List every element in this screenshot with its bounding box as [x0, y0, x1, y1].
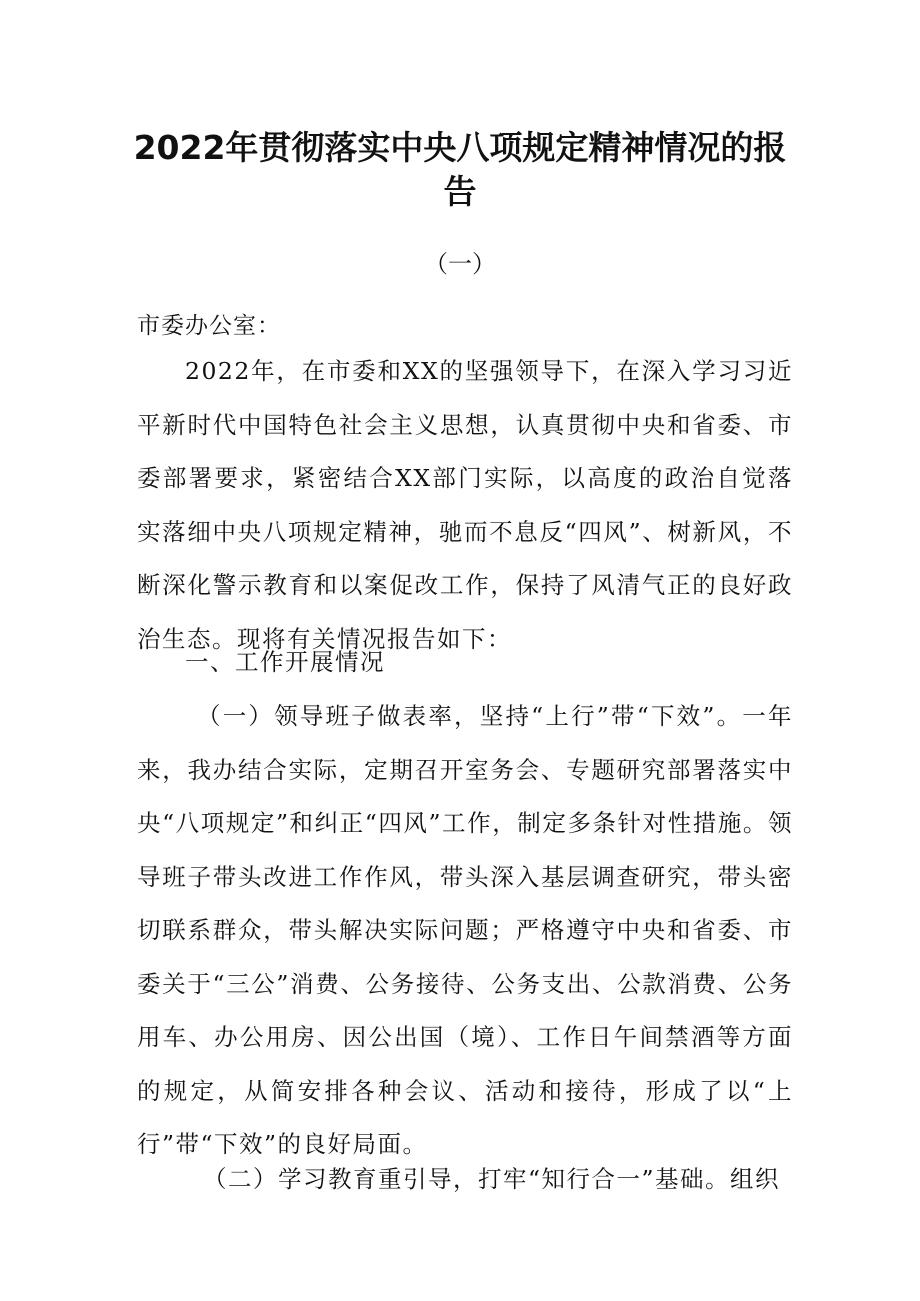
body-paragraph: （二）学习教育重引导，打牢“知行合一”基础。组织 — [203, 1165, 781, 1193]
section-heading: 一、工作开展情况 — [185, 648, 385, 676]
document-title: 2022年贯彻落实中央八项规定精神情况的报告 — [133, 128, 787, 211]
salutation: 市委办公室： — [137, 313, 281, 339]
document-subtitle: （一） — [424, 250, 496, 278]
body-paragraph: （一）领导班子做表率，坚持“上行”带“下效”。一年来，我办结合实际，定期召开室务会、专题研究部署落实中央“八项规定”和纠正“四风”工作，制定多条针对性措施。领导班子带头改进工作作风，带头深入基层调查研究，带头密切联系群众，带头解决实际问题；严格遵守中央和省委、市委关于“三公”消费、公务接待、公务支出、公款消费、公务用车、办公用房、因公出国（境）、工作日午间禁酒等方面的规定，从简安排各种会议、活动和接待，形成了以“上行”带“下效”的良好局面。 — [137, 702, 793, 1158]
intro-paragraph: 2022年，在市委和XX的坚强领导下，在深入学习习近平新时代中国特色社会主义思想，认真贯彻中央和省委、市委部署要求，紧密结合XX部门实际，以高度的政治自觉落实落细中央八项规定精神，驰而不息反“四风”、树新风，不断深化警示教育和以案促改工作，保持了风清气正的良好政治生态。现将有关情况报告如下： — [137, 357, 793, 653]
